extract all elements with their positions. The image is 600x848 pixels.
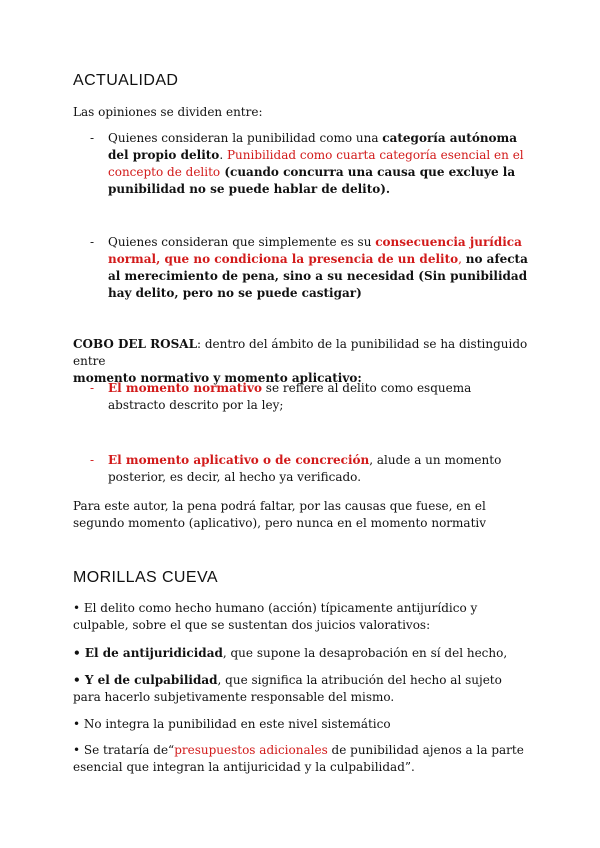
morillas-paragraph-4: • No integra la punibilidad en este nivel sistemático [73, 717, 391, 731]
list-dash: - [90, 235, 95, 249]
list-dash: - [90, 131, 95, 145]
list-dash: - [90, 381, 95, 395]
list-item [90, 452, 530, 486]
morillas-paragraph-2: • El de antijuridicidad, que supone la desaprobación en sí del hecho, [73, 646, 508, 660]
list-item [90, 234, 530, 302]
heading-morillas-cueva: MORILLAS CUEVA [73, 569, 218, 586]
list-item [90, 130, 530, 198]
list-item-text: Quienes consideran la punibilidad como una categoría autónoma del propio delito. Punibilidad como cuarta categoría esencial en el concepto de delito (cuando concurra una causa que excluye la punibilidad no se puede hablar de delito). [108, 131, 524, 196]
morillas-paragraph-1: • El delito como hecho humano (acción) típicamente antijurídico y culpable, sobre el que se sustentan dos juicios valorativos: [73, 601, 478, 632]
closing-paragraph: Para este autor, la pena podrá faltar, por las causas que fuese, en el segundo momento (aplicativo), pero nunca en el momento normativ [73, 499, 487, 530]
list-dash: - [90, 453, 95, 467]
intro-paragraph: Las opiniones se dividen entre: [73, 105, 263, 119]
heading-actualidad: ACTUALIDAD [73, 72, 179, 89]
morillas-paragraph-3: • Y el de culpabilidad, que significa la atribución del hecho al sujeto para hacerlo subjetivamente responsable del mismo. [73, 673, 502, 704]
list-item-text: El momento normativo se refiere al delito como esquema abstracto descrito por la ley; [108, 381, 472, 412]
list-item-text: El momento aplicativo o de concreción, alude a un momento posterior, es decir, al hecho ya verificado. [108, 453, 502, 484]
list-item [90, 380, 530, 414]
cobo-paragraph: COBO DEL ROSAL: dentro del ámbito de la punibilidad se ha distinguido entre momento normativo y momento aplicativo: [73, 337, 528, 385]
morillas-paragraph-5: • Se trataría de“presupuestos adicionales de punibilidad ajenos a la parte esencial que integran la antijuricidad y la culpabilidad”. [73, 743, 524, 774]
list-item-text: Quienes consideran que simplemente es su consecuencia jurídica normal, que no condiciona la presencia de un delito, no afecta al merecimiento de pena, sino a su necesidad (Sin punibilidad hay delito, pero no se puede castigar) [108, 235, 528, 300]
